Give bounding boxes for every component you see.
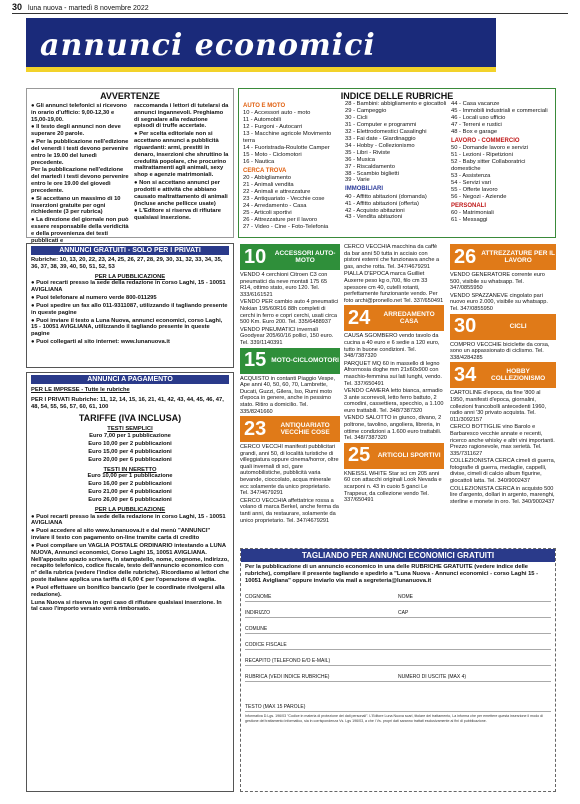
rubric-item: 13 - Macchine agricole Movimento terra	[243, 131, 332, 144]
form-field-5[interactable]: CODICE FISCALE	[245, 642, 287, 649]
tariffa-item: Euro 21,00 per 4 pubblicazioni	[88, 489, 172, 496]
classified-ad: VENDO 4 cerchioni Citroen C3 con pneumatici da neve montati 175 65 R14, ottimo stato, euro 120. Tel. 333/6161521	[240, 272, 328, 298]
page-number: 30	[12, 2, 23, 12]
pagamento-item: ● Puoi accedere al sito www.lunanuova.it e dal menù "ANNUNCI" inviare il testo con pagamento on-line tramite carta di credito	[31, 528, 211, 542]
cat-number: 26	[454, 245, 477, 268]
tariffa-item: Euro 16,00 per 2 pubblicazioni	[88, 481, 172, 488]
form-row	[245, 650, 551, 666]
form-row	[245, 634, 551, 650]
tariffe-title: TARIFFE (IVA INCLUSA)	[78, 413, 182, 424]
classified-ad: COMPRO VECCHIE biciclette da corsa, sono un appassionato di ciclismo. Tel. 338/4284285	[450, 341, 550, 361]
indice-box	[238, 88, 556, 238]
classified-ad: VENDO PER cambio auto 4 pneumatici Nokian 195/60R16 88h completi di cerchi in ferro e copri cerchi, usati circa 500 Km. Euro 200. Tel. 335/6488937	[240, 299, 339, 326]
rubric-item: 40 - Affitto abitazioni (domanda)	[345, 193, 427, 200]
rubric-item: 35 - Libri - Riviste	[345, 149, 391, 156]
rubric-item: 28 - Bambini: abbigliamento e giocattoli	[345, 101, 447, 107]
form-row	[245, 682, 551, 712]
rubric-item: 34 - Hobby - Collezionismo	[345, 142, 415, 149]
avvertenze-col2	[134, 103, 229, 246]
indice-col3	[451, 101, 551, 231]
rubric-group-heading: IMMOBILIARI	[345, 186, 384, 193]
cat-label: ATTREZZATURE PER IL LAVORO	[481, 250, 556, 264]
rubric-item: 42 - Acquisto abitazioni	[345, 207, 405, 214]
rubric-item: 48 - Box e garage	[451, 128, 498, 135]
pagamento-list	[31, 514, 229, 614]
classified-ad: VENDO SALOTTO in giunco, divano, 2 poltrone, tavolino, angoliera, libreria, in ottime condizioni a 1.600 euro trattabili. Tel. 348/7387320	[344, 415, 442, 442]
cat-number: 15	[244, 349, 267, 372]
cat-number: 34	[454, 363, 477, 386]
tariffa-item: Euro 10,00 per 2 pubblicazioni	[88, 441, 172, 448]
rubric-item: 27 - Video - Cine - Foto-Telefonia	[243, 223, 329, 230]
cat-30	[450, 314, 556, 340]
pagamento-item: ● Puoi compilare un VAGLIA POSTALE ORDINARIO intestando a LUNA NUOVA, Annunci economici, Corso Laghi 15, 10051 AVIGLIANA. Nell'apposito spazio scrivere, in stampatello, nome, cognome, indirizzo, recapito telefonico, codice fiscale, testo dell'annuncio economico con n° della rubrica (vedere l'indice delle rubriche). Ricordiamo ai lettori che poste italiane applica una tariffa di 6,00 € per l'operazione di vaglia.	[31, 542, 229, 584]
tariffa-item: Euro 26,00 per 6 pubblicazioni	[88, 496, 172, 503]
cat-label: ANTIQUARIATO VECCHIE COSE	[280, 422, 330, 437]
form-row	[245, 586, 551, 602]
cat-number: 23	[244, 417, 267, 440]
rubric-item: 45 - Immobili industriali e commerciali	[451, 107, 548, 114]
rubric-item: 29 - Campeggio	[345, 107, 387, 114]
tagliando-privacy: Informativa D.Lgs. 196/03 "Codice in materia di protezione dei dati personali". L'Editore Luna Nuova scarl, titolare del trattamento, La informa che per emettere questa inserzione il modo di gestione del trattamento informatico, sia in corrispondenza Vs. Lgs 196/03, a che i Vs. propri dati saranno trattati esclusivamente ai fini di pubblicazione.	[245, 714, 543, 723]
ads-list	[450, 342, 556, 362]
cat-number: 24	[348, 306, 371, 329]
classified-ad: CERCO VECCHI manifesti pubblicitari grandi, anni 50, di località turistiche di villeggiatura oppure cinema/horror, oltre quali invernali di sci, gare automobilistiche, pubblicità varia bevande, cioccolato, acqua minerale ecc solamente da unico proprietario. Tel. 347/4679291	[240, 444, 339, 497]
cat-26	[450, 244, 556, 270]
cat-15	[240, 348, 340, 374]
form-row	[245, 666, 551, 682]
gratuiti-pub-title: PER LA PUBBLICAZIONE	[94, 273, 166, 280]
cat-label: ARREDAMENTO CASA	[383, 311, 435, 326]
cat-34	[450, 362, 556, 388]
page-header	[12, 2, 568, 14]
classified-ad: VENDO SPAZZANEVE cingolato pari nuovo euro 2.000, visibile su whatsapp. Tel. 347/0855950	[450, 292, 548, 312]
rubric-item: 33 - Fai date - Giardinaggio	[345, 135, 416, 142]
classified-ad: ACQUISTO in contanti Piaggio Vespe, Ape anni 40, 50, 60, 70, Lambrette, Ducati, Guzzi, Gilera, Iso, Rumi moto d'epoca in genere, anche in pessimo stato. Ritiro a domicilio. Tel. 335/8241660	[240, 375, 336, 415]
rubric-item: 44 - Casa vacanze	[451, 101, 500, 107]
rubric-item: 10 - Accessori auto - moto	[243, 110, 311, 117]
rubric-group-heading: AUTO E MOTO	[243, 103, 286, 109]
tagliando-title: TAGLIANDO PER ANNUNCI ECONOMICI GRATUITI	[241, 549, 555, 562]
ads-list	[240, 444, 340, 524]
avvertenza-item: ● L'Editore si riserva di rifiutare qualsiasi inserzione.	[133, 208, 222, 222]
avvertenza-item: Per la pubblicazione nell'edizione del martedì i testi devono pervenire entro le ore 19.00 del giovedì precedente.	[31, 167, 129, 194]
rubric-item: 11 - Automobili	[243, 117, 281, 124]
gratuiti-item: ● Puoi collegarti al sito internet: www.lunanuova.it	[31, 339, 170, 346]
gratuiti-item: ● Puoi spedire un fax allo 011-9311087, utilizzando il tagliando presente in queste pagine	[31, 302, 228, 316]
header-title: luna nuova - martedì 8 novembre 2022	[27, 5, 149, 12]
avvertenze-title: AVVERTENZE	[100, 91, 160, 101]
tagliando-form	[241, 586, 555, 712]
ads-list	[240, 272, 340, 347]
avvertenza-item: ● Per la pubblicazione nell'edizione del venerdì i testi devono pervenire entro le 19.00 del lunedì precedente.	[31, 139, 129, 166]
avvertenza-item: ● Il testo degli annunci non deve superare 20 parole.	[31, 124, 121, 138]
indice-title: INDICE DELLE RUBRICHE	[340, 91, 454, 101]
classified-ad: VENDO GENERATORE corrente euro 500, visibile su whatsapp. Tel. 347/0855950	[450, 272, 545, 292]
rubric-item: 21 - Animali vendita	[243, 181, 294, 188]
classified-ad: PIALLA D'EPOCA marca Guilliet Auxerre peso kg o,700, filo cm 33 spessore cm 40, cutelli rotanti, perfettamente funzionante vendo. Per foto archi@pronello.net Tel. 337/650491	[344, 271, 444, 304]
avvertenza-item: ● Si accettano un massimo di 10 inserzioni gratuite per ogni richiedente (3 per rubrica)	[31, 195, 121, 216]
form-field-1[interactable]: NOME	[398, 594, 413, 601]
rubric-group-heading: PERSONALI	[451, 202, 487, 209]
pagamento-item: ● Puoi recarti presso la sede della redazione in corso Laghi, 15 - 10051 AVIGLIANA	[31, 513, 226, 527]
cat-label: ACCESSORI AUTO-MOTO	[274, 250, 336, 264]
ads-list	[344, 333, 444, 442]
rubric-item: 47 - Terreni e rustici	[451, 121, 502, 128]
section-banner	[26, 18, 496, 72]
pagamento-item: ● Puoi effettuare un bonifico bancario (per le coordinate rivolgersi alla redazione).	[31, 584, 225, 598]
rubric-item: 23 - Antiquariato - Vecchie cose	[243, 195, 325, 202]
gratuiti-item: ● Puoi inviare il testo a Luna Nuova, annunci economici, corso Laghi, 15 - 10051 AVIGLIANA, utilizzando il tagliando presente in queste pagine	[31, 317, 223, 338]
rubric-group-heading: LAVORO - COMMERCIO	[451, 137, 520, 144]
gratuiti-list	[31, 280, 229, 345]
form-row	[245, 602, 551, 618]
classified-ad: CERCO VECCHIA macchina da caffè da bar anni 50 tutta in acciaio con pistoni esterni che funzionava anche a gas, anche rotta. Tel. 347/4679291	[344, 244, 440, 270]
gratuiti-item: ● Puoi recarti presso la sede della redazione in corso Laghi, 15 - 10051 AVIGLIANA	[31, 280, 226, 294]
rubric-item: 16 - Nautica	[243, 158, 275, 165]
avvertenza-item: ● Gli annunci telefonici si ricevono in orario d'ufficio: 9,00-12,30 e 15,00-19,00.	[31, 103, 127, 123]
classified-ad: CARTOLINE d'epoca, da fine '800 al 1950, manifesti d'epoca, giornalini, collezioni francobolli antecedenti 1960, radio anni '30 privato acquista. Tel. 011/3092157	[450, 390, 547, 423]
avvertenza-item: ● Non si accettano annunci per prodotti e attività che abbiano causato maltrattamento di animali (incluse anche pellicce usate)	[133, 180, 228, 207]
classified-ad: COLLEZIONISTA CERCA in acquisto 500 lire d'argento, dollari in argento, marenghi, sterline e monete in oro. Tel. 340/9002437	[450, 485, 555, 505]
cat-25	[344, 443, 444, 469]
cat-24	[344, 305, 444, 331]
ads-list	[240, 376, 340, 416]
avvertenze-box	[26, 88, 234, 244]
gratuiti-box	[26, 243, 234, 368]
gratuiti-rubriche: Rubriche: 10, 13, 20, 22, 23, 24, 25, 26, 27, 28, 29, 30, 31, 32, 33, 34, 35, 36, 37, 38, 39, 40, 50, 51, 52, 53	[31, 257, 223, 270]
banner-title: annunci economici	[40, 27, 376, 63]
classified-ad: CERCO VECCHIA affettatrice rossa a volano di marca Berkel, anche ferma da tanti anni, da restaurare, solamente da unico proprietario. Tel. 347/4679291	[240, 497, 339, 524]
rubric-item: 31 - Computer e programmi	[345, 121, 417, 128]
gratuiti-title: ANNUNCI GRATUITI - SOLO PER I PRIVATI	[31, 246, 229, 255]
ads-column-2	[344, 244, 444, 544]
gratuiti-item: ● Puoi telefonare al numero verde 800-011295	[31, 295, 157, 302]
cat-10	[240, 244, 340, 270]
rubric-item: 26 - Attrezzature per il lavoro	[243, 216, 318, 223]
pagamento-item: Luna Nuova si riserva in ogni caso di rifiutare qualsiasi inserzione. In tal caso l'importo versato verrà rimborsato.	[31, 599, 222, 613]
tariffa-item: Euro 20,00 per 6 pubblicazioni	[88, 456, 172, 463]
cat-23	[240, 416, 340, 442]
rubric-item: 22 - Animali e attrezzature	[243, 188, 311, 195]
form-field-0[interactable]: COGNOME	[245, 594, 272, 601]
ads-list	[450, 272, 556, 313]
rubric-item: 50 - Domande lavoro e servizi	[451, 144, 529, 151]
rubric-item: 61 - Messaggi	[451, 216, 488, 223]
avvertenza-item: ● La direzione del giornale non può essere responsabile della veridicità e della provenienza dei testi pubblicati e	[31, 217, 129, 244]
avvertenza-item: raccomanda i lettori di tutelarsi da annunci ingannevoli. Preghiamo di segnalare alla redazione episodi di truffe accertate.	[133, 103, 229, 130]
rubric-item: 30 - Cicli	[345, 114, 368, 121]
rubric-item: 37 - Riscaldamento	[345, 163, 395, 170]
cat-label: HOBBY COLLEZIONISMO	[491, 368, 546, 383]
rubric-item: 52 - Baby sitter Collaboratrici domestiche	[451, 158, 526, 172]
ads-column-3	[450, 244, 556, 544]
classified-ad: KNEISSL WHITE Star sci cm 205 anni 60 con attacchi originali Look Nevada e scarponi n. 43 in cuoio 5 ganci Le Trappeur, da collezione vendo Tel. 337/650491	[344, 470, 442, 504]
rubric-item: 39 - Varie	[345, 177, 370, 184]
tariffa-item: Euro 10,00 per 1 pubblicazione	[87, 473, 173, 480]
rubric-item: 41 - Affitto abitazioni (offerta)	[345, 200, 419, 207]
classified-ad: VENDO CAMERA letto bianca, armadio 3 ante scorrevoli, letto ferro battuto, 2 comodini, cassettiera, specchio, a 1.100 euro trattabili. Tel. 348/7387320	[344, 388, 444, 414]
cat-label: ARTICOLI SPORTIVI	[377, 452, 441, 460]
rubric-item: 46 - Locali uso ufficio	[451, 114, 506, 121]
rubric-item: 55 - Offerte lavoro	[451, 186, 498, 193]
cat-label: CICLI	[509, 323, 527, 331]
form-row	[245, 618, 551, 634]
tagliando-intro: Per la pubblicazione di un annuncio economico in una delle RUBRICHE GRATUITE (vedere indice delle rubriche), compilare il presente tagliando e spedirlo a "Luna Nuova - Annunci economici - corso Laghi 15 - 10051 Avigliana" oppure inviarlo via mail a segreteria@lunanuova.it	[245, 564, 539, 584]
rubric-item: 56 - Negozi - Aziende	[451, 193, 507, 200]
form-field-9[interactable]: TESTO (MAX 15 PAROLE)	[245, 704, 306, 711]
neretto-list	[31, 473, 229, 503]
rubric-item: 12 - Furgoni - Autocarri	[243, 124, 303, 131]
semplici-title: TESTI SEMPLICI	[107, 426, 153, 433]
rubric-item: 15 - Moto - Ciclomotori	[243, 151, 302, 158]
rubric-group-heading: CERCA TROVA	[243, 167, 287, 174]
banner-stripe	[26, 67, 496, 72]
form-field-8[interactable]: NUMERO DI USCITE (MAX 4)	[398, 674, 467, 681]
pagamento-title: ANNUNCI A PAGAMENTO	[31, 375, 229, 384]
semplici-list	[31, 433, 229, 463]
ads-column-1	[240, 244, 340, 544]
avvertenza-item: ● Per scelta editoriale non si accettano annunci a pubblicità riguardanti: armi, prestiti in denaro, inserzioni che shruttino la credulità popolare, che procurino maltrattamenti agli animali, sexy shop e agenzie matrimoniali.	[133, 131, 229, 179]
ads-list	[450, 390, 556, 505]
form-field-6[interactable]: RECAPITO (TELEFONO E/O E-MAIL)	[245, 658, 331, 665]
classified-ad: CERCO BOTTIGLIE vino Barolo e Barbaresco vecchie annate e recenti, ricerco anche whisky e altri vini importanti. Prezzo ragionevole, max serietà. Tel. 335/7311627	[450, 424, 555, 457]
rubric-item: 51 - Lezioni - Ripetizioni	[451, 151, 513, 158]
classified-ad: COLLEZIONISTA CERCA cimeli di guerra, fotografie di guerra, medaglie, cappelli, divise, cimeli di calcio album figurine, giocattoli latta. Tel. 340/9002437	[450, 458, 556, 485]
rubric-item: 60 - Matrimoniali	[451, 209, 494, 216]
rubric-item: 25 - Articoli sportivi	[243, 209, 292, 216]
form-field-4[interactable]: COMUNE	[245, 626, 268, 633]
ads-list	[344, 471, 444, 504]
rubric-item: 54 - Servizi vari	[451, 179, 491, 186]
cat-number: 10	[244, 245, 267, 268]
form-field-3[interactable]: CAP	[398, 610, 409, 617]
neretto-title: TESTI IN NERETTO	[103, 466, 157, 473]
cat-number: 25	[348, 444, 371, 467]
rubric-item: 14 - Fuoristrada-Roulotte Camper	[243, 144, 330, 151]
rubric-item: 24 - Arredamento - Casa	[243, 202, 307, 209]
rubric-item: 43 - Vendita abitazioni	[345, 214, 403, 221]
avvertenze-col1	[31, 103, 130, 246]
rubric-item: 53 - Assistenza	[451, 172, 491, 179]
rubric-item: 32 - Elettrodomestici Casalinghi	[345, 128, 427, 135]
indice-col2	[345, 101, 447, 231]
indice-col1	[243, 101, 341, 231]
classified-ad: VENDO PNEUMATICI invernali Goodyear 205/60/16 pollici, 150 euro. Tel. 339/1140391	[240, 326, 334, 346]
pagamento-pub-title: PER LA PUBBLICAZIONE	[94, 506, 166, 513]
pagamento-imprese: PER LE IMPRESE - Tutte le rubriche	[31, 387, 130, 393]
pagamento-box	[26, 372, 234, 792]
rubric-item: 38 - Scambio biglietti	[345, 170, 399, 177]
pagamento-privati: PER I PRIVATI Rubriche: 11, 12, 14, 15, 16, 21, 41, 42, 43, 44, 45, 46, 47, 48, 54, 55, 56, 57, 60, 61, 100	[31, 396, 224, 410]
rubric-item: 20 - Abbigliamento	[243, 175, 292, 181]
ads-list	[344, 244, 444, 304]
cat-number: 30	[454, 315, 477, 338]
tariffa-item: Euro 7,00 per 1 pubblicazione	[89, 433, 171, 440]
rubric-item: 36 - Musica	[345, 156, 376, 163]
form-field-2[interactable]: INDIRIZZO	[245, 610, 270, 617]
cat-label: MOTO-CICLOMOTORI	[271, 357, 339, 365]
classified-ad: PARQUET MQ 60 in massello di legno Afrormosia doghe mm 21x60x900 con maschio-femmina sui lati lunghi, vendo. Tel. 337/650491	[344, 360, 442, 387]
tariffa-item: Euro 15,00 per 4 pubblicazioni	[88, 448, 172, 455]
classified-ad: CAUSA SGOMBERO vendo tavolo da cucina a 40 euro e 6 sedie a 120 euro, tutto in buone condizioni. Tel. 348/7387320	[344, 333, 440, 360]
form-field-7[interactable]: RUBRICA (VEDI INDICE RUBRICHE)	[245, 674, 330, 681]
tagliando-box	[240, 548, 556, 792]
